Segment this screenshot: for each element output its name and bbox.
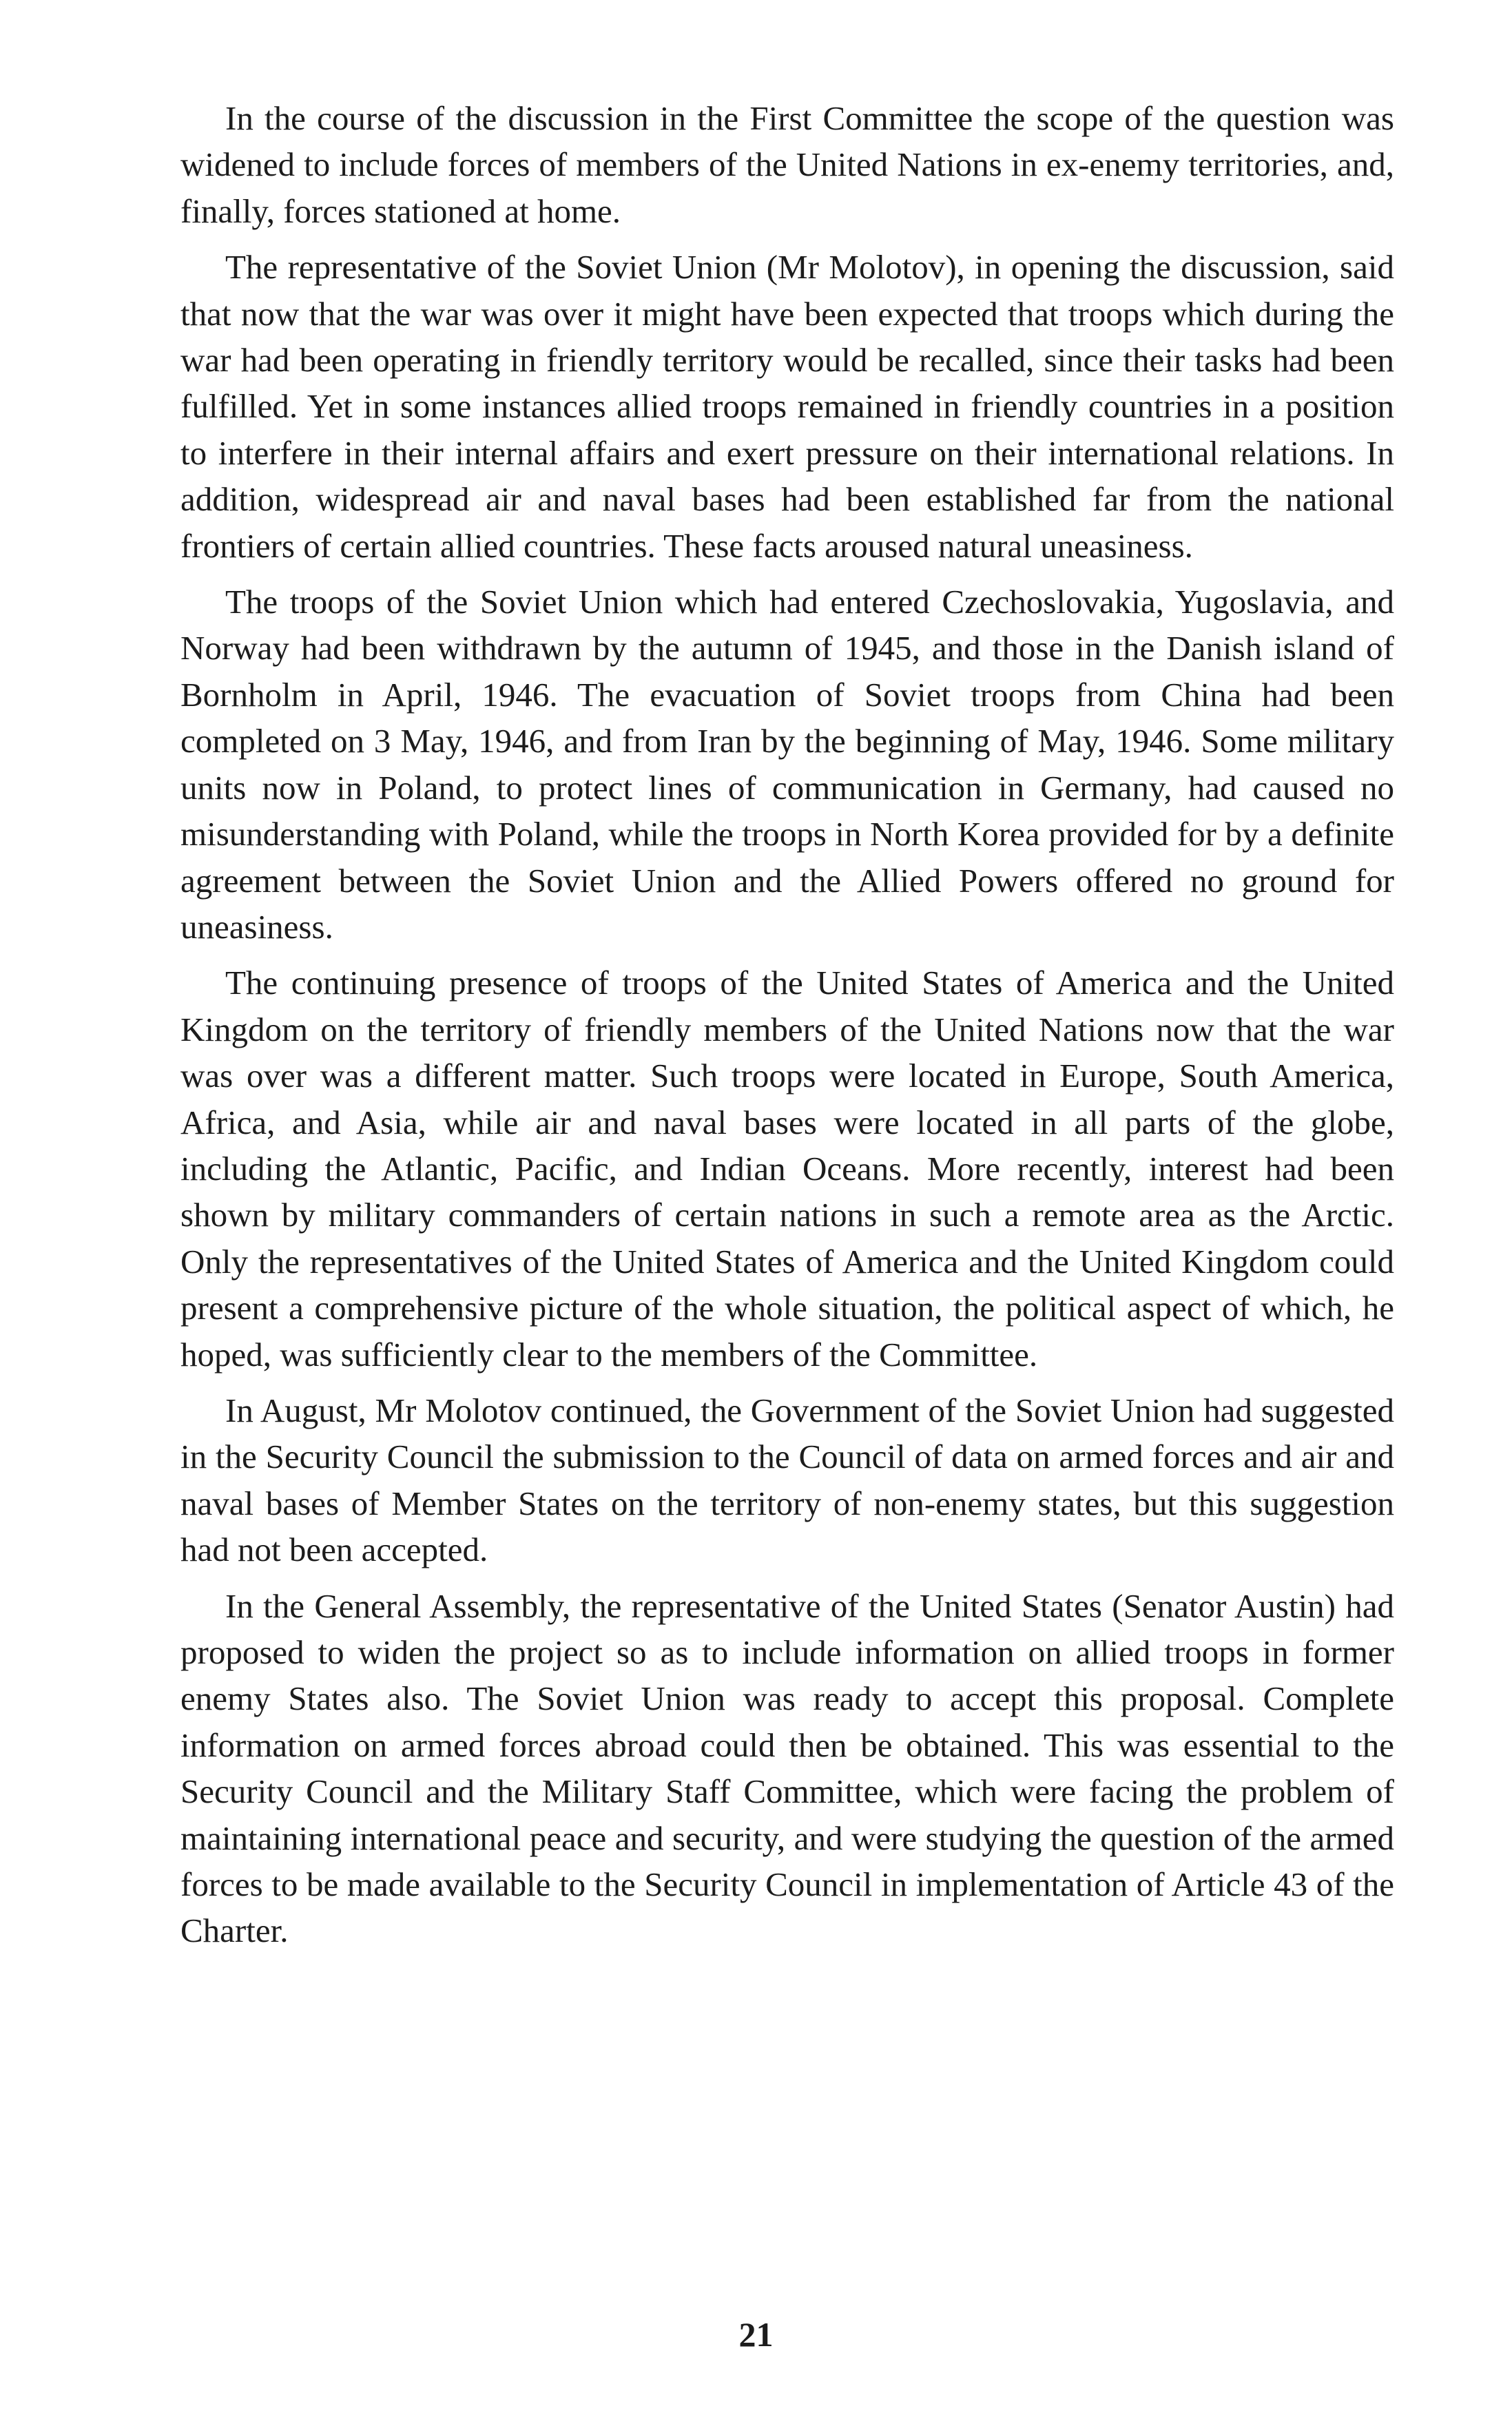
paragraph-4: The continuing presence of troops of the United States of America and the United Kingdom on the territory of friendly members of the United Nations now that the war was over was a different matter. Such troops were located in Europe, South America, Africa, and Asia, while air and naval bases were located in all parts of the globe, including the Atlantic, Pacific, and Indian Oceans. More recently, interest had been shown by military commanders of certain nations in such a remote area as the Arctic. Only the representatives of the United States of America and the United Kingdom could present a comprehensive picture of the whole situation, the political aspect of which, he hoped, was sufficiently clear to the members of the Committee. [180,964,1394,1374]
paragraph-2: The representative of the Soviet Union (Mr Molotov), in opening the discussion, said that now that the war was over it might have been expected that troops which during the war had been operating in friendly territory would be recalled, since their tasks had been fulfilled. Yet in some instances allied troops remained in friendly countries in a position to interfere in their internal affairs and exert pressure on their international relations. In addition, widespread air and naval bases had been established far from the national frontiers of certain allied countries. These facts aroused natural uneasiness. [180,248,1394,565]
document-body [180,95,1394,1964]
paragraph-3: The troops of the Soviet Union which had entered Czechoslovakia, Yugoslavia, and Norway had been withdrawn by the autumn of 1945, and those in the Danish island of Bornholm in April, 1946. The evacuation of Soviet troops from China had been completed on 3 May, 1946, and from Iran by the beginning of May, 1946. Some military units now in Poland, to protect lines of communication in Germany, had caused no misunderstanding with Poland, while the troops in North Korea provided for by a definite agreement between the Soviet Union and the Allied Powers offered no ground for uneasiness. [180,583,1394,946]
page-number: 21 [738,2315,774,2354]
paragraph-6: In the General Assembly, the representative of the United States (Senator Austin) had proposed to widen the project so as to include information on allied troops in former enemy States also. The Soviet Union was ready to accept this proposal. Complete information on armed forces abroad could then be obtained. This was essential to the Security Council and the Military Staff Committee, which were facing the problem of maintaining international peace and security, and were studying the question of the armed forces to be made available to the Security Council in implementation of Article 43 of the Charter. [180,1586,1394,1950]
paragraph-1: In the course of the discussion in the First Committee the scope of the question was widened to include forces of members of the United Nations in ex-enemy territories, and, finally, forces stationed at home. [180,99,1394,230]
paragraph-5: In August, Mr Molotov continued, the Government of the Soviet Union had suggested in the Security Council the submission to the Council of data on armed forces and air and naval bases of Member States on the territory of non-enemy states, but this suggestion had not been accepted. [180,1391,1394,1569]
